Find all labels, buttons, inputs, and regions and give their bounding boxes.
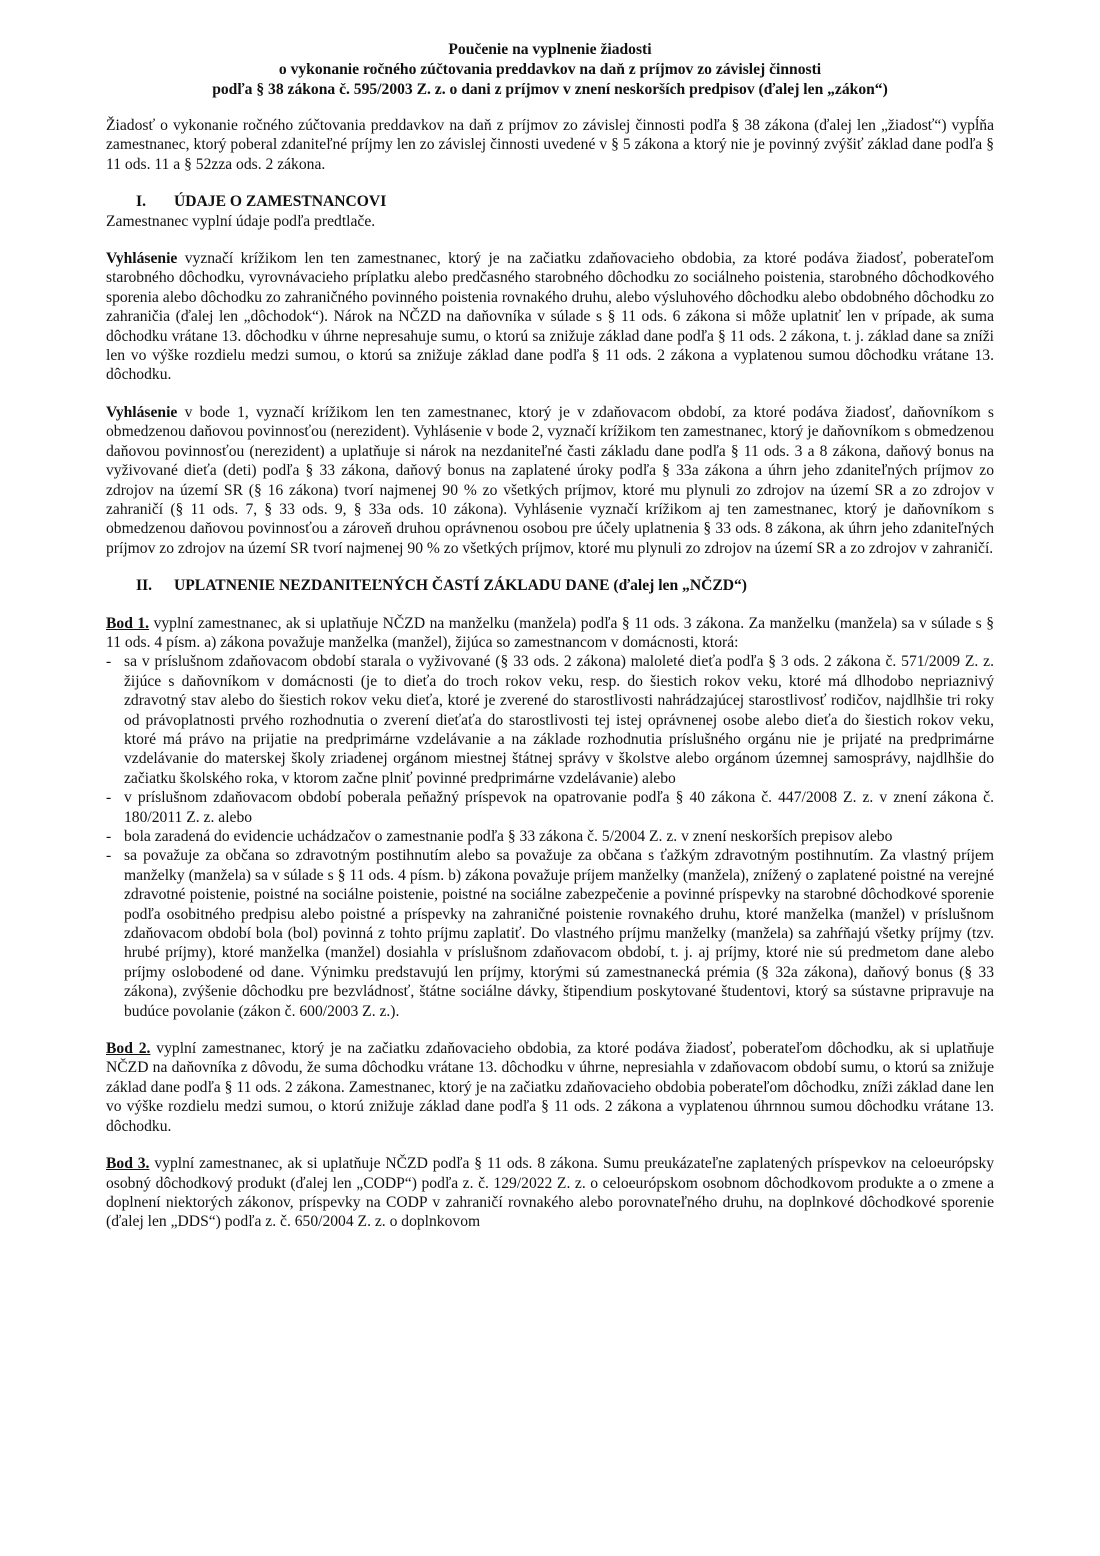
intro-paragraph: Žiadosť o vykonanie ročného zúčtovania preddavkov na daň z príjmov zo závislej činnosti podľa § 38 zákona (ďalej len „žiadosť“) vypĺňa zamestnanec, ktorý poberal zdaniteľné príjmy len zo závislej činnosti uvedené v § 5 zákona a ktorý nie je povinný zvýšiť základ dane podľa § 11 ods. 11 a § 52zza ods. 2 zákona.: [106, 117, 994, 173]
section-1-title: ÚDAJE O ZAMESTNANCOVI: [174, 193, 387, 211]
declaration-2-label: Vyhlásenie: [106, 403, 178, 421]
declaration-2-text: v bode 1, vyznačí krížikom len ten zamestnanec, ktorý je v zdaňovacom období, za ktoré podáva žiadosť, daňovníkom s obmedzenou daňovou povinnosťou (nerezident). Vyhlásenie v bode 2, vyznačí krížikom ten zamestnanec, ktorý je daňovníkom s obmedzenou daňovou povinnosťou (nerezident) a uplatňuje si nárok na nezdaniteľné časti základu dane podľa § 11 ods. 3 a 8 zákona, daňový bonus na vyživované dieťa (deti) podľa § 33 zákona, daňový bonus na zaplatené úroky podľa § 33a zákona a úhrn jeho zdaniteľných príjmov zo zdrojov na území SR (§ 16 zákona) tvorí najmenej 90 % zo všetkých príjmov, ktoré mu plynuli zo zdrojov na území SR a zo zdrojov v zahraničí (§ 11 ods. 7, § 33 ods. 9, § 33a ods. 10 zákona). Vyhlásenie vyznačí krížikom aj ten zamestnanec, ktorý je daňovníkom s obmedzenou daňovou povinnosťou a zároveň druhou oprávnenou osobou pre účely uplatnenia § 33 ods. 8 zákona, ak úhrn jeho zdaniteľných príjmov zo zdrojov na území SR tvorí najmenej 90 % zo všetkých príjmov, ktoré mu plynuli zo zdrojov na území SR a zo zdrojov v zahraničí.: [106, 403, 994, 557]
declaration-1-paragraph: [106, 249, 994, 385]
bod-1-paragraph: [106, 614, 994, 653]
section-2-heading: [106, 576, 994, 595]
declaration-1-label: Vyhlásenie: [106, 250, 178, 268]
document-title: [106, 40, 994, 100]
section-1-number: I.: [136, 193, 146, 211]
title-line-1: Poučenie na vyplnenie žiadosti: [448, 41, 652, 58]
bod-3-text: vyplní zamestnanec, ak si uplatňuje NČZD podľa § 11 ods. 8 zákona. Sumu preukázateľne zaplatených príspevkov na celoeurópsky osobný dôchodkový produkt (ďalej len „CODP“) podľa z. č. 129/2022 Z. z. o celoeurópskom osobnom dôchodkovom produkte a o zmene a doplnení niektorých zákonov, príspevky na CODP v zahraničí rovnakého alebo porovnateľného druhu, na doplnkové dôchodkové sporenie (ďalej len „DDS“) podľa z. č. 650/2004 Z. z. o doplnkovom: [106, 1155, 995, 1231]
bod-1-item-4: sa považuje za občana so zdravotným postihnutím alebo sa považuje za občana s ťažkým zdravotným postihnutím. Za vlastný príjem manželky (manžela) sa v súlade s § 11 ods. 4 písm. b) zákona považuje príjem manželky (manžela), znížený o zaplatené poistné na verejné zdravotné poistenie, poistné na sociálne poistenie, poistné na sociálne zabezpečenie a povinné príspevky na starobné dôchodkové sporenie podľa osobitného predpisu alebo poistné a príspevky na zahraničné poistenie rovnakého druhu, ktoré manželka (manžel) v príslušnom zdaňovacom období bola (bol) povinná z tohto príjmu zaplatiť. Do vlastného príjmu manželky (manžela) sa zahŕňajú všetky príjmy (tzv. hrubé príjmy), ktoré manželka (manžel) dosiahla v príslušnom zdaňovacom období, t. j. aj príjmy, ktoré nie sú predmetom dane alebo príjmy oslobodené od dane. Výnimku predstavujú len príjmy, ktorými sú zamestnanecká prémia (§ 32a zákona), daňový bonus (§ 33 zákona), zvýšenie dôchodku pre bezvládnosť, štátne sociálne dávky, štipendium poskytované študentovi, ktorý sa sústavne pripravuje na budúce povolanie (zákon č. 600/2003 Z. z.).: [124, 847, 994, 1020]
bod-2-text: vyplní zamestnanec, ktorý je na začiatku zdaňovacieho obdobia, za ktoré podáva žiadosť, poberateľom dôchodku, ak si uplatňuje NČZD na daňovníka z dôvodu, že suma dôchodku vrátane 13. dôchodku v úhrne, nepresiahla v zdaňovacom období sumu, o ktorú sa znižuje základ dane podľa § 11 ods. 2 zákona. Zamestnanec, ktorý je na začiatku zdaňovacieho obdobia poberateľom dôchodku, zníži základ dane len vo výške rozdielu medzi sumou, o ktorú znižuje základ dane podľa § 11 ods. 2 zákona a vyplatenou úhrnnou sumou dôchodku vrátane 13. dôchodku.: [106, 1040, 994, 1135]
bod-1-label: Bod 1.: [106, 614, 150, 632]
bod-2-label: Bod 2.: [106, 1040, 151, 1058]
bod-3-paragraph: [106, 1154, 994, 1232]
title-line-2: o vykonanie ročného zúčtovania preddavkov na daň z príjmov zo závislej činnosti: [278, 61, 822, 78]
title-line-3: podľa § 38 zákona č. 595/2003 Z. z. o dani z príjmov v znení neskorších predpisov (ďalej len „zákon“): [212, 81, 888, 98]
bod-2-paragraph: [106, 1039, 994, 1136]
list-item: - v príslušnom zdaňovacom období poberala peňažný príspevok na opatrovanie podľa § 40 zákona č. 447/2008 Z. z. v znení zákona č. 180/2011 Z. z. alebo: [106, 789, 994, 826]
list-item: - bola zaradená do evidencie uchádzačov o zamestnanie podľa § 33 zákona č. 5/2004 Z. z. v znení neskorších prepisov alebo: [106, 828, 893, 845]
section-2-number: II.: [136, 577, 153, 595]
bod-1-item-2: v príslušnom zdaňovacom období poberala peňažný príspevok na opatrovanie podľa § 40 zákona č. 447/2008 Z. z. v znení zákona č. 180/2011 Z. z. alebo: [124, 789, 994, 826]
list-item: - sa považuje za občana so zdravotným postihnutím alebo sa považuje za občana s ťažkým zdravotným postihnutím. Za vlastný príjem manželky (manžela) sa v súlade s § 11 ods. 4 písm. b) zákona považuje príjem manželky (manžela), znížený o zaplatené poistné na verejné zdravotné poistenie, poistné na sociálne poistenie, poistné na sociálne zabezpečenie a povinné príspevky na starobné dôchodkové sporenie podľa osobitného predpisu alebo poistné a príspevky na zahraničné poistenie rovnakého druhu, ktoré manželka (manžel) v príslušnom zdaňovacom období bola (bol) povinná z tohto príjmu zaplatiť. Do vlastného príjmu manželky (manžela) sa zahŕňajú všetky príjmy (tzv. hrubé príjmy), ktoré manželka (manžel) dosiahla v príslušnom zdaňovacom období, t. j. aj príjmy, ktoré nie sú predmetom dane alebo príjmy oslobodené od dane. Výnimku predstavujú len príjmy, ktorými sú zamestnanecká prémia (§ 32a zákona), daňový bonus (§ 33 zákona), zvýšenie dôchodku pre bezvládnosť, štátne sociálne dávky, štipendium poskytované študentovi, ktorý sa sústavne pripravuje na budúce povolanie (zákon č. 600/2003 Z. z.).: [106, 847, 994, 1020]
bod-1-item-3: bola zaradená do evidencie uchádzačov o zamestnanie podľa § 33 zákona č. 5/2004 Z. z. v znení neskorších prepisov alebo: [124, 828, 893, 845]
declaration-2-paragraph: [106, 403, 994, 558]
bod-1-item-1: sa v príslušnom zdaňovacom období starala o vyživované (§ 33 ods. 2 zákona) maloleté dieťa podľa § 3 ods. 2 zákona č. 571/2009 Z. z. žijúce s daňovníkom v domácnosti (je to dieťa do troch rokov veku, resp. do šiestich rokov veku, ktoré má dlhodobo nepriaznivý zdravotný stav alebo do šiestich rokov veku dieťa, ktoré je zverené do starostlivosti nahrádzajúcej starostlivosť rodičov, najdlhšie tri roky od právoplatnosti prvého rozhodnutia o zverení dieťaťa do starostlivosti tej istej oprávnenej osobe alebo dieťa do šiestich rokov veku, ktoré má právo na prijatie na predprimárne vzdelávanie a na základe rozhodnutia príslušného orgánu nie je prijaté na predprimárne vzdelávanie do materskej školy zriadenej orgánom miestnej štátnej správy v školstve alebo orgánom územnej samosprávy, najdlhšie do začiatku školského roka, v ktorom začne plniť povinné predprimárne vzdelávanie) alebo: [124, 653, 994, 787]
section-1-heading: [106, 192, 994, 211]
section-2-title: UPLATNENIE NEZDANITEĽNÝCH ČASTÍ ZÁKLADU DANE (ďalej len „NČZD“): [174, 577, 748, 595]
bod-1-list: [106, 652, 994, 1021]
declaration-1-text: vyznačí krížikom len ten zamestnanec, ktorý je na začiatku zdaňovacieho obdobia, za ktoré podáva žiadosť, poberateľom starobného dôchodku, vyrovnávacieho príplatku alebo predčasného starobného dôchodku zo sociálneho poistenia, starobného dôchodkového sporenia alebo dôchodku zo zahraničného povinného poistenia rovnakého druhu, alebo výsluhového dôchodku alebo obdobného dôchodku zo zahraničia (ďalej len „dôchodok“). Nárok na NČZD na daňovníka v súlade s § 11 ods. 6 zákona si môže uplatniť len v prípade, ak suma dôchodku vrátane 13. dôchodku v úhrne nepresahuje sumu, o ktorú sa znižuje základ dane podľa § 11 ods. 2 zákona, t. j. základ dane sa zníži len vo výške rozdielu medzi sumou, o ktorú sa znižuje základ dane podľa § 11 ods. 2 zákona a vyplatenou sumou dôchodku vrátane 13. dôchodku.: [106, 250, 994, 384]
bod-3-label: Bod 3.: [106, 1155, 150, 1173]
bod-1-text: vyplní zamestnanec, ak si uplatňuje NČZD na manželku (manžela) podľa § 11 ods. 3 zákona. Za manželku (manžela) sa v súlade s § 11 ods. 4 písm. a) zákona považuje manželka (manžel), žijúca so zamestnancom v domácnosti, ktorá:: [106, 614, 995, 651]
list-item: - sa v príslušnom zdaňovacom období starala o vyživované (§ 33 ods. 2 zákona) maloleté dieťa podľa § 3 ods. 2 zákona č. 571/2009 Z. z. žijúce s daňovníkom v domácnosti (je to dieťa do troch rokov veku, resp. do šiestich rokov veku, ktoré má dlhodobo nepriaznivý zdravotný stav alebo do šiestich rokov veku dieťa, ktoré je zverené do starostlivosti nahrádzajúcej starostlivosť rodičov, najdlhšie tri roky od právoplatnosti prvého rozhodnutia o zverení dieťaťa do starostlivosti tej istej oprávnenej osobe alebo dieťa do šiestich rokov veku, ktoré má právo na prijatie na predprimárne vzdelávanie a na základe rozhodnutia príslušného orgánu nie je prijaté na predprimárne vzdelávanie do materskej školy zriadenej orgánom miestnej štátnej správy v školstve alebo orgánom územnej samosprávy, najdlhšie do začiatku školského roka, v ktorom začne plniť povinné predprimárne vzdelávanie) alebo: [106, 653, 994, 787]
section-1-text: Zamestnanec vyplní údaje podľa predtlače.: [106, 212, 376, 230]
